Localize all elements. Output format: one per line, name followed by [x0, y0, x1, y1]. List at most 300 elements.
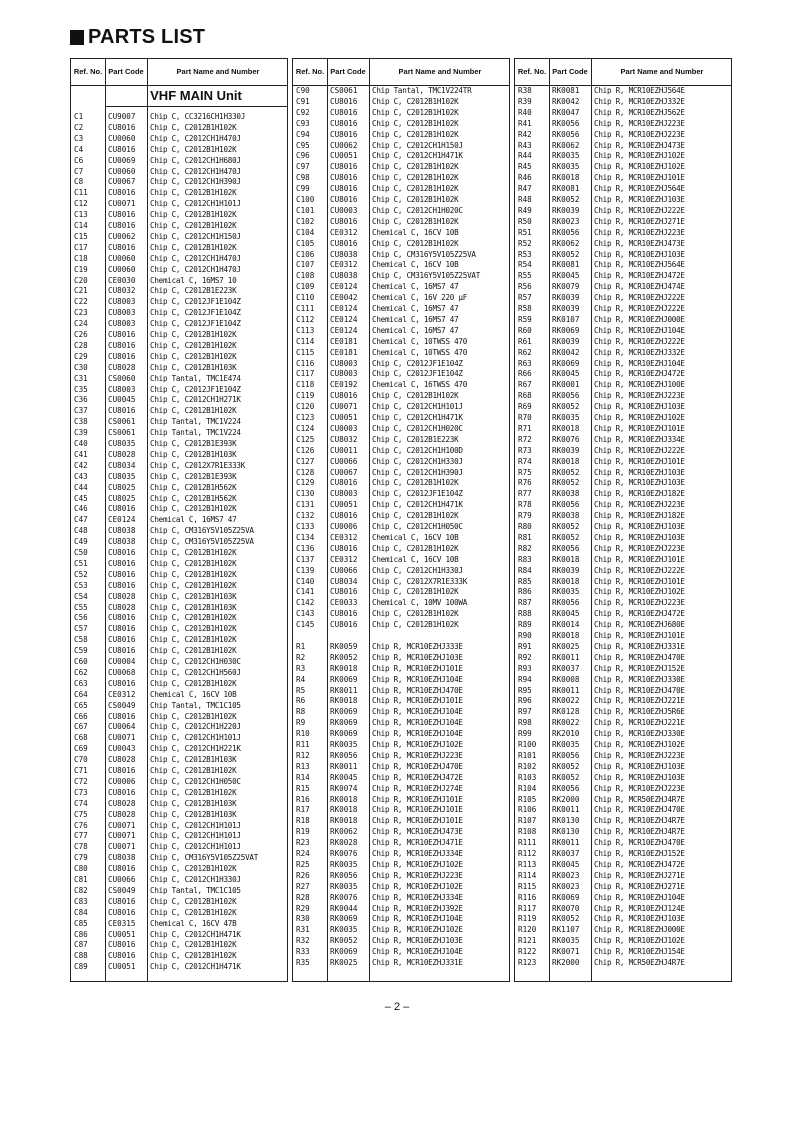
table-row: [515, 500, 731, 511]
part-name-cell: Chip C, C2012B1E223K: [372, 434, 459, 444]
part-code-cell: CU0071: [330, 402, 358, 412]
part-code-cell: CE0042: [330, 293, 358, 303]
table-row: [293, 108, 509, 119]
part-name-cell: Chip C, C2012B1H102K: [372, 238, 459, 248]
part-code-cell: RK0011: [552, 685, 580, 695]
page-title: [70, 26, 205, 49]
table-row: [293, 609, 509, 620]
header-part-code: Part Code: [330, 67, 366, 76]
part-name-cell: Chip C, C2012B1H102K: [150, 188, 237, 198]
part-code-cell: CU0066: [108, 875, 136, 884]
table-row: [71, 526, 287, 537]
part-name-cell: Chip R, MCR10EZHJ101E: [594, 631, 685, 640]
ref-no-cell: R123: [518, 958, 537, 967]
ref-no-cell: R76: [518, 478, 532, 488]
part-code-cell: RK0011: [552, 652, 580, 662]
part-name-cell: Chip R, MCR10EZHJ103E: [594, 914, 685, 924]
table-row: [71, 319, 287, 330]
part-name-cell: Chip R, MCR10EZHJ101E: [594, 423, 685, 433]
table-row: [515, 795, 731, 806]
part-name-cell: Chip R, MCR10EZHJ154E: [594, 947, 685, 957]
ref-no-cell: R38: [518, 86, 532, 95]
ref-no-cell: C48: [74, 526, 88, 536]
part-code-cell: RK0045: [552, 271, 580, 281]
part-code-cell: CU8032: [330, 434, 358, 444]
part-code-cell: RK0035: [330, 859, 358, 869]
ref-no-cell: C84: [74, 907, 88, 917]
ref-no-cell: R81: [518, 532, 532, 542]
part-code-cell: RK0028: [330, 838, 358, 848]
part-code-cell: RK0071: [552, 947, 580, 957]
ref-no-cell: R99: [518, 729, 532, 739]
part-code-cell: RK0056: [552, 750, 580, 760]
part-name-cell: Chip C, C2012CH1H101J: [150, 831, 241, 841]
part-code-cell: CE0312: [330, 260, 358, 270]
table-row: [293, 282, 509, 293]
ref-no-cell: R115: [518, 881, 537, 891]
table-row: [71, 265, 287, 276]
part-code-cell: CU0071: [108, 820, 136, 830]
part-name-cell: Chip R, MCR10EZHJ103E: [594, 772, 685, 782]
table-row: [71, 341, 287, 352]
part-name-cell: Chip R, MCR10EZHJ103E: [594, 532, 685, 542]
part-code-cell: RK0056: [552, 500, 580, 510]
ref-no-cell: C40: [74, 439, 88, 448]
part-name-cell: Chip R, MCR10EZHJ104E: [372, 947, 463, 957]
part-name-cell: Chip C, C2012JF1E104Z: [150, 384, 241, 394]
ref-no-cell: R48: [518, 195, 532, 204]
part-name-cell: Chip R, MCR10EZHJ101E: [372, 794, 463, 804]
part-code-cell: RK0062: [330, 827, 358, 837]
part-name-cell: Chip C, C2012CH1H020C: [372, 205, 463, 215]
table-row: [293, 947, 509, 958]
part-name-cell: Chip C, C2012B1H102K: [150, 122, 237, 132]
table-row: [293, 239, 509, 250]
ref-no-cell: C107: [296, 260, 315, 270]
part-code-cell: RK0018: [330, 696, 358, 706]
part-name-cell: Chip C, C2012B1H102K: [372, 129, 459, 139]
part-code-cell: CU8003: [330, 369, 358, 379]
part-name-cell: Chemical C, 10MV 100WA: [372, 598, 468, 608]
part-name-cell: Chip R, MCR10EZHJ562E: [594, 107, 685, 117]
ref-no-cell: R8: [296, 707, 306, 717]
part-name-cell: Chip C, C2012JF1E104Z: [372, 489, 463, 499]
ref-no-cell: C85: [74, 918, 88, 928]
part-name-cell: Chip C, CM316Y5V105Z25VAT: [372, 271, 481, 281]
part-name-cell: Chip C, C2012B1H102K: [150, 144, 237, 154]
part-name-cell: Chip R, MCR10EZHJ680E: [594, 620, 685, 630]
part-code-cell: RK0062: [552, 140, 580, 150]
part-code-cell: CE0312: [330, 532, 358, 542]
part-code-cell: RK0076: [552, 434, 580, 444]
table-row: [71, 864, 287, 875]
part-name-cell: Chip C, C2012B1H102K: [150, 711, 237, 721]
ref-no-cell: C37: [74, 406, 88, 416]
part-code-cell: CU8016: [108, 210, 136, 220]
part-name-cell: Chip R, MCR10EZHJ271E: [594, 881, 685, 891]
ref-no-cell: C117: [296, 369, 315, 379]
table-row: [71, 199, 287, 210]
part-code-cell: CU0066: [330, 565, 358, 575]
ref-no-cell: C111: [296, 304, 315, 313]
part-name-cell: Chip C, C2012B1H102K: [150, 864, 237, 874]
ref-no-cell: C2: [74, 122, 84, 132]
part-name-cell: Chip C, C2012B1H103K: [150, 798, 237, 808]
part-code-cell: CU0068: [108, 667, 136, 677]
table-row: [71, 581, 287, 592]
table-row: [293, 86, 509, 97]
table-row: [293, 195, 509, 206]
ref-no-cell: C36: [74, 395, 88, 405]
table-row: [71, 112, 287, 123]
part-code-cell: RK0018: [552, 456, 580, 466]
part-name-cell: Chip C, C2012CH1H101J: [150, 842, 241, 852]
part-code-cell: CU8016: [330, 118, 358, 128]
table-row: [293, 664, 509, 675]
table-row: [515, 849, 731, 860]
ref-no-cell: R91: [518, 641, 532, 651]
table-row: [71, 886, 287, 897]
part-code-cell: RK0025: [552, 641, 580, 651]
part-code-cell: RK0074: [330, 783, 358, 793]
part-code-cell: RK0052: [552, 402, 580, 412]
ref-no-cell: C11: [74, 188, 88, 198]
part-code-cell: CU8016: [108, 646, 136, 656]
ref-no-cell: R55: [518, 271, 532, 281]
table-row: [515, 97, 731, 108]
part-name-cell: Chip C, C2012CH1H471K: [372, 151, 463, 161]
ref-no-cell: C59: [74, 646, 88, 656]
table-row: [293, 729, 509, 740]
part-name-cell: Chip R, MCR10EZHJ101E: [594, 576, 685, 586]
part-code-cell: CU0060: [108, 264, 136, 274]
table-row: [293, 686, 509, 697]
part-code-cell: CS0061: [108, 417, 136, 427]
ref-no-cell: C19: [74, 264, 88, 274]
part-code-cell: CU8016: [108, 569, 136, 579]
part-name-cell: Chip R, MCR10EZHJ102E: [594, 413, 685, 422]
table-row: [293, 446, 509, 457]
part-code-cell: CE0124: [330, 325, 358, 335]
part-code-cell: RK0052: [552, 467, 580, 477]
header-ref-no: Ref. No.: [73, 67, 103, 76]
table-row: [71, 603, 287, 614]
part-code-cell: CU8016: [330, 478, 358, 488]
table-row: [71, 592, 287, 603]
table-row: [71, 439, 287, 450]
part-code-cell: CU8016: [330, 107, 358, 117]
ref-no-cell: R19: [296, 827, 310, 837]
part-name-cell: Chip C, C2012CH1H030C: [150, 657, 241, 666]
header-ref-no: Ref. No.: [295, 67, 325, 76]
part-code-cell: CU0003: [330, 205, 358, 215]
table-row: [515, 380, 731, 391]
part-code-cell: RK0056: [552, 598, 580, 608]
part-code-cell: CU8016: [108, 558, 136, 568]
part-name-cell: Chip R, MCR10EZHJ103E: [594, 195, 685, 204]
part-name-cell: Chip R, MCR10EZHJ101E: [594, 173, 685, 183]
part-code-cell: CU8028: [108, 798, 136, 808]
ref-no-cell: C29: [74, 351, 88, 361]
part-code-cell: RK0069: [330, 707, 358, 717]
part-code-cell: CU0051: [330, 413, 358, 422]
ref-no-cell: C129: [296, 478, 315, 488]
ref-no-cell: C22: [74, 297, 88, 307]
table-row: [293, 457, 509, 468]
part-code-cell: RK0052: [552, 532, 580, 542]
table-row: [515, 751, 731, 762]
part-code-cell: RK0056: [552, 783, 580, 793]
part-code-cell: CU0067: [108, 177, 136, 187]
part-code-cell: RK0069: [330, 674, 358, 684]
part-name-cell: Chip R, MCR10EZHJ104E: [594, 892, 685, 902]
part-name-cell: Chip R, MCR10EZHJ102E: [594, 740, 685, 749]
part-code-cell: CU8016: [108, 548, 136, 557]
part-name-cell: Chemical C, 16MS7 47: [372, 282, 459, 292]
part-code-cell: CE0192: [330, 380, 358, 390]
table-row: [293, 816, 509, 827]
part-name-cell: Chemical C, 16MS7 10: [150, 275, 237, 285]
ref-no-cell: R18: [296, 816, 310, 826]
table-row: [515, 860, 731, 871]
table-row: [293, 860, 509, 871]
part-code-cell: RK0023: [552, 870, 580, 880]
ref-no-cell: C63: [74, 678, 88, 688]
ref-no-cell: R98: [518, 718, 532, 728]
part-code-cell: CU8003: [330, 358, 358, 368]
part-code-cell: RK0069: [552, 892, 580, 902]
table-row: [293, 141, 509, 152]
ref-no-cell: R16: [296, 794, 310, 804]
part-name-cell: Chip C, C2012B1H102K: [150, 624, 237, 634]
table-row: [293, 587, 509, 598]
table-row: [515, 958, 731, 969]
part-code-cell: RK0062: [552, 238, 580, 248]
ref-no-cell: C46: [74, 504, 88, 514]
part-name-cell: Chip R, MCR10EZHJ392E: [372, 903, 463, 913]
part-name-cell: Chip R, MCR10EZHJ102E: [594, 151, 685, 161]
ref-no-cell: R105: [518, 794, 537, 804]
ref-no-cell: C12: [74, 199, 88, 209]
table-row: [515, 882, 731, 893]
part-name-cell: Chip C, C2012CH1H470J: [150, 133, 241, 143]
table-row: [293, 555, 509, 566]
table-row: [293, 468, 509, 479]
table-row: [515, 173, 731, 184]
ref-no-cell: C128: [296, 467, 315, 477]
part-name-cell: Chip C, C2012CH1H330J: [372, 565, 463, 575]
part-name-cell: Chip R, MCR10EZHJ104E: [594, 325, 685, 335]
table-row: [293, 718, 509, 729]
part-name-cell: Chip R, MCR18EZHJ000E: [594, 925, 685, 935]
part-code-cell: RK0052: [552, 249, 580, 259]
part-name-cell: Chip R, MCR10EZHJ152E: [594, 663, 685, 673]
part-name-cell: Chip C, C2012CH1H471K: [150, 962, 241, 972]
part-name-cell: Chip C, CM316Y5V105Z25VA: [150, 537, 254, 547]
part-name-cell: Chip R, MCR10EZHJ473E: [372, 827, 463, 837]
ref-no-cell: C81: [74, 875, 88, 884]
part-code-cell: RK0018: [330, 663, 358, 673]
part-code-cell: RK0039: [552, 293, 580, 303]
ref-no-cell: C67: [74, 722, 88, 732]
part-code-cell: CU8028: [108, 602, 136, 612]
part-name-cell: Chip R, MCR10EZHJ104E: [372, 729, 463, 739]
table-row: [71, 450, 287, 461]
part-name-cell: Chip R, MCR10EZHJ103E: [594, 402, 685, 412]
part-name-cell: Chip C, C2012B1H102K: [150, 351, 237, 361]
part-code-cell: RK0052: [552, 914, 580, 924]
part-code-cell: CU8016: [330, 195, 358, 204]
part-name-cell: Chip R, MCR10EZHJ103E: [372, 936, 463, 946]
table-row: [515, 762, 731, 773]
ref-no-cell: C6: [74, 155, 84, 165]
part-name-cell: Chip C, C2012B1H102K: [372, 184, 459, 194]
table-header: [293, 59, 509, 86]
ref-no-cell: R79: [518, 511, 532, 521]
ref-no-cell: R77: [518, 489, 532, 499]
ref-no-cell: C130: [296, 489, 315, 499]
part-name-cell: Chip R, MCR10EZHJ334E: [594, 434, 685, 444]
parts-table-column-2: [292, 58, 510, 982]
part-name-cell: Chip R, MCR10EZHJ222E: [594, 304, 685, 313]
part-code-cell: CU8016: [330, 391, 358, 401]
part-name-cell: Chip C, C2012CH1H271K: [150, 395, 241, 405]
table-row: [71, 363, 287, 374]
part-code-cell: RK0042: [552, 96, 580, 106]
table-row: [71, 308, 287, 319]
table-row: [71, 919, 287, 930]
part-code-cell: CU8016: [108, 766, 136, 775]
table-row: [515, 206, 731, 217]
part-name-cell: Chip R, MCR10EZHJ470E: [594, 805, 685, 815]
part-code-cell: CU0003: [330, 423, 358, 433]
ref-no-cell: R54: [518, 260, 532, 270]
part-name-cell: Chip C, C2012CH1H470J: [150, 166, 241, 176]
header-part-name: Part Name and Number: [176, 67, 260, 76]
part-code-cell: RK0044: [330, 903, 358, 913]
part-code-cell: CU0062: [108, 231, 136, 241]
ref-no-cell: C109: [296, 282, 315, 292]
table-row: [71, 668, 287, 679]
ref-no-cell: R88: [518, 609, 532, 619]
part-code-cell: CU0064: [108, 722, 136, 732]
part-code-cell: CU0051: [108, 962, 136, 972]
part-name-cell: Chip C, C2012B1H102K: [150, 678, 237, 688]
ref-no-cell: C54: [74, 591, 88, 601]
table-row: [71, 962, 287, 973]
part-name-cell: Chip R, MCR10EZHJ100E: [594, 380, 685, 390]
ref-no-cell: C141: [296, 587, 315, 597]
table-row: [515, 533, 731, 544]
table-row: [515, 369, 731, 380]
part-name-cell: Chip R, MCR10EZHJ101E: [594, 554, 685, 564]
part-name-cell: Chip C, C2012B1H102K: [372, 620, 459, 630]
table-row: [515, 304, 731, 315]
ref-no-cell: R47: [518, 184, 532, 194]
part-code-cell: CU9007: [108, 112, 136, 121]
ref-no-cell: C38: [74, 417, 88, 427]
ref-no-cell: R14: [296, 772, 310, 782]
part-name-cell: Chip R, MCR10EZHJ330E: [594, 674, 685, 684]
table-row: [293, 413, 509, 424]
part-code-cell: RK0022: [552, 718, 580, 728]
part-name-cell: Chip R, MCR10EZHJ470E: [594, 838, 685, 848]
table-row: [515, 893, 731, 904]
table-row: [71, 690, 287, 701]
table-row: [71, 831, 287, 842]
ref-no-cell: R33: [296, 947, 310, 957]
table-row: [515, 239, 731, 250]
ref-no-cell: R4: [296, 674, 306, 684]
table-row: [293, 620, 509, 631]
part-code-cell: CU8003: [108, 319, 136, 329]
table-row: [293, 925, 509, 936]
part-name-cell: Chip C, C2012B1H102K: [372, 162, 459, 172]
table-row: [293, 304, 509, 315]
ref-no-cell: R26: [296, 870, 310, 880]
part-name-cell: Chip C, C2012B1H102K: [372, 96, 459, 106]
part-code-cell: CU0071: [108, 831, 136, 841]
part-name-cell: Chip R, MCR10EZHJ102E: [372, 859, 463, 869]
part-name-cell: Chip C, C2012B1H103K: [150, 755, 237, 765]
part-code-cell: RK0045: [552, 369, 580, 379]
part-code-cell: RK0025: [330, 958, 358, 967]
ref-no-cell: R51: [518, 227, 532, 237]
part-code-cell: RK0039: [552, 445, 580, 455]
part-name-cell: Chip R, MCR10EZHJ102E: [372, 740, 463, 749]
table-row: [515, 489, 731, 500]
ref-no-cell: R35: [296, 958, 310, 967]
ref-no-cell: C78: [74, 842, 88, 852]
part-code-cell: RK0035: [330, 740, 358, 749]
ref-no-cell: R67: [518, 380, 532, 390]
table-row: [515, 260, 731, 271]
part-name-cell: Chip C, C2012B1E223K: [150, 286, 237, 296]
ref-no-cell: C13: [74, 210, 88, 220]
ref-no-cell: C112: [296, 314, 315, 324]
ref-no-cell: C30: [74, 362, 88, 372]
ref-no-cell: R49: [518, 205, 532, 215]
ref-no-cell: C132: [296, 511, 315, 521]
ref-no-cell: R104: [518, 783, 537, 793]
table-row: [71, 559, 287, 570]
ref-no-cell: C99: [296, 184, 310, 194]
ref-no-cell: C90: [296, 86, 310, 95]
part-code-cell: CU0043: [108, 744, 136, 754]
ref-no-cell: C83: [74, 896, 88, 906]
table-row: [71, 374, 287, 385]
part-name-cell: Chip C, C2012CH1H471K: [150, 929, 241, 939]
part-code-cell: CU0071: [108, 199, 136, 209]
part-code-cell: RK0069: [330, 718, 358, 728]
ref-no-cell: R60: [518, 325, 532, 335]
part-code-cell: CU8003: [108, 384, 136, 394]
table-row: [515, 271, 731, 282]
part-name-cell: Chip R, MCR10EZHJ470E: [594, 652, 685, 662]
table-row: [71, 624, 287, 635]
ref-no-cell: R86: [518, 587, 532, 597]
table-row: [515, 598, 731, 609]
table-row: [71, 766, 287, 777]
part-code-cell: RK0011: [552, 838, 580, 848]
ref-no-cell: R32: [296, 936, 310, 946]
ref-no-cell: R63: [518, 358, 532, 368]
part-name-cell: Chip C, C2012CH1H470J: [150, 264, 241, 274]
part-code-cell: RK0039: [552, 336, 580, 346]
table-row: [293, 838, 509, 849]
part-code-cell: CU8016: [108, 242, 136, 252]
table-row: [71, 821, 287, 832]
